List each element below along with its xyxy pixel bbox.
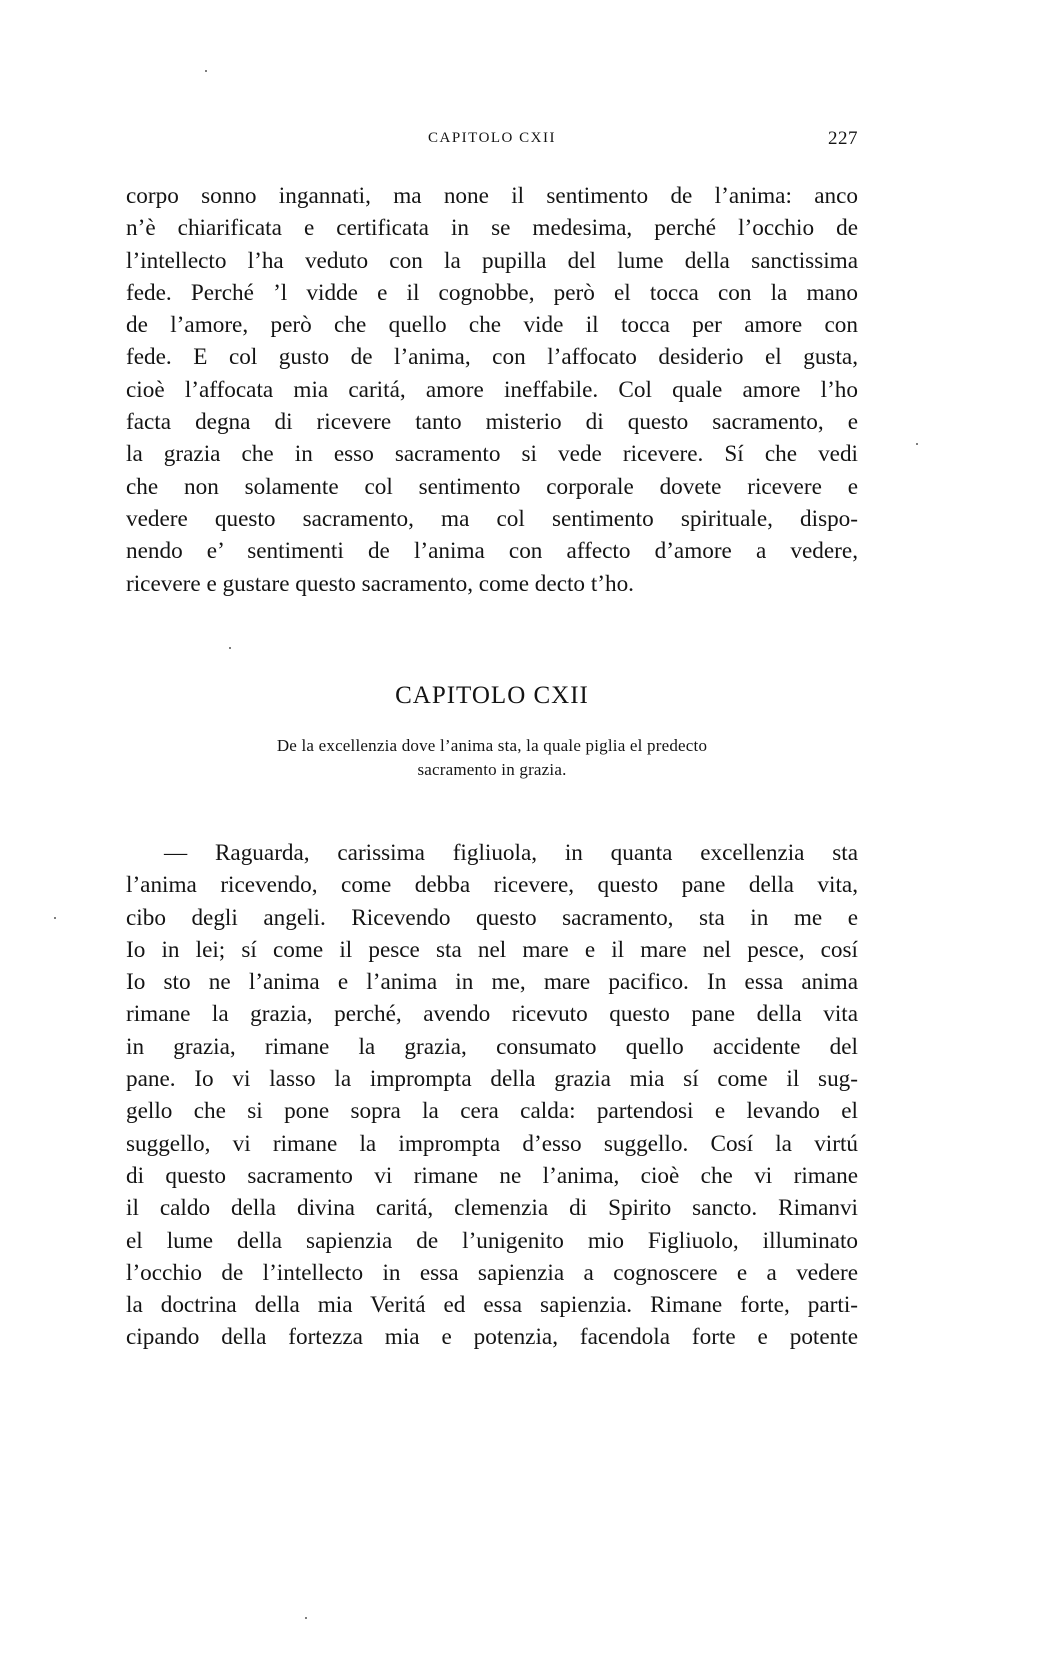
text-line: vedere questo sacramento, ma col sentimento spirituale, dispo- [126, 505, 858, 532]
text-line: el lume della sapienzia de l’unigenito mio Figliuolo, illuminato [126, 1227, 858, 1254]
scan-speck [54, 917, 56, 919]
chapter-heading: CAPITOLO CXII [395, 682, 589, 709]
text-line: l’anima ricevendo, come debba ricevere, questo pane della vita, [126, 872, 858, 899]
scan-speck [229, 647, 231, 649]
text-line: la grazia che in esso sacramento si vede ricevere. Sí che vedi [126, 441, 858, 468]
running-header [126, 128, 858, 154]
scan-speck [916, 443, 918, 445]
text-line: pane. Io vi lasso la imprompta della grazia mia sí come il sug- [126, 1066, 858, 1093]
paragraph-1 [126, 180, 858, 600]
text-line: la doctrina della mia Veritá ed essa sapienzia. Rimane forte, parti- [126, 1292, 858, 1319]
text-line: n’è chiarificata e certificata in se medesima, perché l’occhio de [126, 215, 858, 242]
text-line: corpo sonno ingannati, ma none il sentimento de l’anima: anco [126, 183, 858, 209]
paragraph-2 [126, 837, 858, 1354]
text-line: suggello, vi rimane la imprompta d’esso suggello. Cosí la virtú [126, 1130, 858, 1157]
text-line: fede. E col gusto de l’anima, con l’affocato desiderio el gusta, [126, 344, 858, 371]
text-line: Io in lei; sí come il pesce sta nel mare e il mare nel pesce, cosí [126, 936, 858, 963]
scan-speck [205, 70, 207, 72]
summary-line: De la excellenzia dove l’anima sta, la quale piglia el predecto [276, 736, 708, 755]
text-line: il caldo della divina caritá, clemenzia di Spirito sancto. Rimanvi [126, 1195, 858, 1222]
text-line: gello che si pone sopra la cera calda: partendosi e levando el [126, 1098, 858, 1125]
page-number: 227 [828, 128, 858, 149]
text-line: l’intellecto l’ha veduto con la pupilla del lume della sanctissima [126, 247, 858, 274]
chapter-summary [126, 734, 858, 782]
summary-line: sacramento in grazia. [417, 760, 567, 779]
text-line: nendo e’ sentimenti de l’anima con affecto d’amore a vedere, [126, 538, 858, 565]
text-line: cibo degli angeli. Ricevendo questo sacramento, sta in me e [126, 904, 858, 931]
text-line: cipando della fortezza mia e potenzia, facendola forte e potente [126, 1324, 858, 1351]
text-line: ricevere e gustare questo sacramento, come decto t’ho. [126, 570, 634, 597]
text-line: in grazia, rimane la grazia, consumato quello accidente del [126, 1033, 858, 1060]
text-line: l’occhio de l’intellecto in essa sapienzia a cognoscere e a vedere [126, 1259, 858, 1286]
text-line: rimane la grazia, perché, avendo ricevuto questo pane della vita [126, 1001, 858, 1028]
text-line: di questo sacramento vi rimane ne l’anima, cioè che vi rimane [126, 1162, 858, 1189]
scan-speck [305, 1617, 307, 1619]
text-line: facta degna di ricevere tanto misterio di questo sacramento, e [126, 409, 858, 436]
text-line: — Raguarda, carissima figliuola, in quanta excellenzia sta [164, 840, 858, 866]
text-line: cioè l’affocata mia caritá, amore ineffabile. Col quale amore l’ho [126, 376, 858, 403]
running-title: CAPITOLO CXII [428, 130, 556, 146]
text-line: che non solamente col sentimento corporale dovete ricevere e [126, 473, 858, 500]
text-line: de l’amore, però che quello che vide il tocca per amore con [126, 312, 858, 339]
text-line: fede. Perché ’l vidde e il cognobbe, però el tocca con la mano [126, 279, 858, 306]
text-line: Io sto ne l’anima e l’anima in me, mare pacifico. In essa anima [126, 969, 858, 996]
